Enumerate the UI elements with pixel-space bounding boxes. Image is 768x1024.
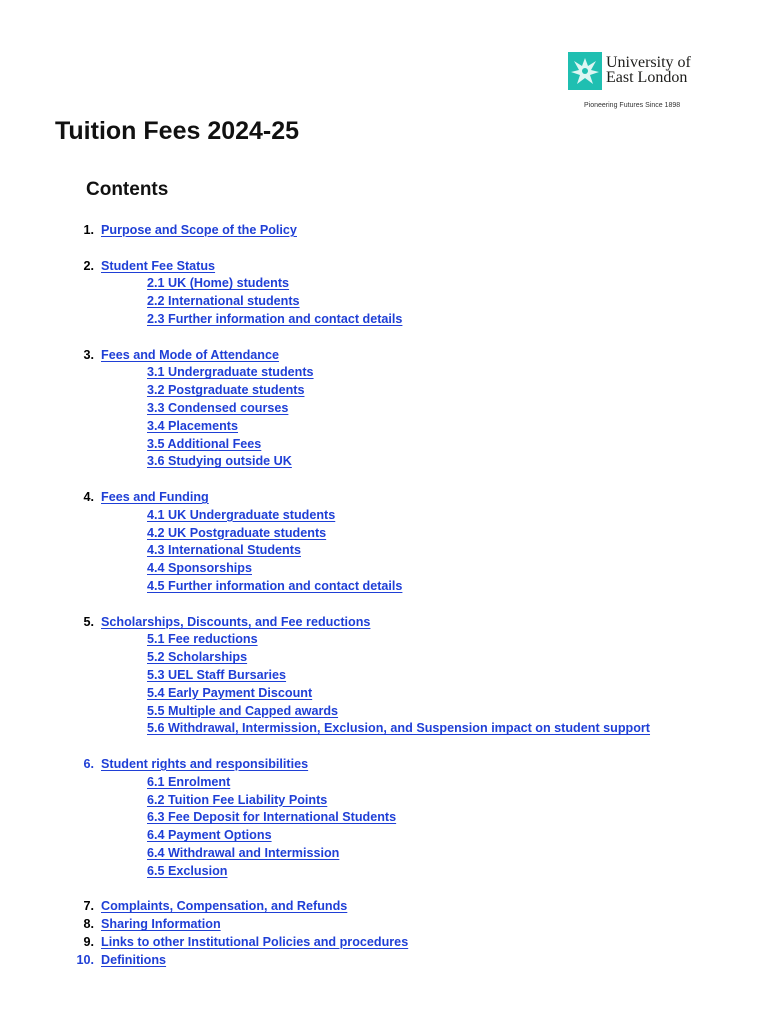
- toc-sublink-3-1[interactable]: 3.1 Undergraduate students: [147, 365, 314, 380]
- toc-item-4: [0, 488, 768, 506]
- toc-subitem: [0, 648, 768, 666]
- toc-sublink-5-4[interactable]: 5.4 Early Payment Discount: [147, 685, 313, 700]
- toc-sublink-6-5[interactable]: 6.4 Withdrawal and Intermission: [147, 846, 340, 860]
- toc-sublink-5-6[interactable]: 5.6 Withdrawal, Intermission, Exclusion, and Suspension impact on student support: [147, 721, 651, 736]
- toc-item-number: 2.: [83, 258, 94, 273]
- toc-item-number: 8.: [83, 917, 94, 932]
- toc-subitem: [0, 310, 768, 328]
- toc-item-5: [0, 613, 768, 631]
- toc-item-1: [0, 221, 768, 239]
- toc-sublink-4-3[interactable]: 4.3 International Students: [147, 543, 301, 558]
- toc-sublink-4-2[interactable]: 4.2 UK Postgraduate students: [147, 525, 327, 540]
- toc-sublink-5-1[interactable]: 5.1 Fee reductions: [147, 632, 258, 647]
- toc-link-7[interactable]: Complaints, Compensation, and Refunds: [101, 899, 348, 914]
- toc-subitem: [0, 862, 768, 880]
- logo-name-line1: University of: [606, 54, 691, 71]
- toc-subitem: [0, 826, 768, 844]
- toc-sublink-5-3[interactable]: 5.3 UEL Staff Bursaries: [147, 668, 287, 682]
- toc-subitem: [0, 577, 768, 595]
- toc-link-8[interactable]: Sharing Information: [101, 917, 221, 932]
- toc-sublink-6-1[interactable]: 6.1 Enrolment: [147, 774, 231, 789]
- toc-item-number: 3.: [83, 347, 94, 362]
- toc-subitem: [0, 773, 768, 791]
- toc-link-2[interactable]: Student Fee Status: [101, 258, 216, 273]
- toc-link-9[interactable]: Links to other Institutional Policies and procedures: [101, 935, 409, 949]
- toc-subitem: [0, 630, 768, 648]
- toc-sublink-3-2[interactable]: 3.2 Postgraduate students: [147, 383, 305, 398]
- toc-item-10: [0, 951, 768, 969]
- toc-sublink-3-6[interactable]: 3.6 Studying outside UK: [147, 454, 292, 469]
- toc-subitem: [0, 702, 768, 720]
- toc-sublink-6-2[interactable]: 6.2 Tuition Fee Liability Points: [147, 792, 328, 807]
- toc-item-8: [0, 915, 768, 933]
- toc-sublink-4-4[interactable]: 4.4 Sponsorships: [147, 561, 252, 576]
- toc-item-number: 9.: [83, 935, 94, 949]
- logo-name-line2: East London: [606, 69, 688, 86]
- toc-subitem: [0, 666, 768, 684]
- toc-link-6[interactable]: Student rights and responsibilities: [101, 757, 309, 771]
- toc-subitem: [0, 381, 768, 399]
- toc-subitem: [0, 292, 768, 310]
- toc-sublink-4-5[interactable]: 4.5 Further information and contact details: [147, 579, 403, 593]
- toc-item-6: [0, 755, 768, 773]
- toc-item-7: [0, 897, 768, 915]
- toc-item-number: 6.: [83, 757, 94, 771]
- toc-subitem: [0, 719, 768, 737]
- toc-subitem: [0, 435, 768, 453]
- toc-item-number: 10.: [76, 952, 94, 967]
- toc-link-1[interactable]: Purpose and Scope of the Policy: [101, 223, 297, 237]
- toc-item-number: 7.: [83, 899, 94, 914]
- toc-item-2: [0, 257, 768, 275]
- page-title: Tuition Fees 2024-25: [55, 117, 300, 145]
- toc-sublink-4-1[interactable]: 4.1 UK Undergraduate students: [147, 507, 336, 522]
- toc-sublink-5-2[interactable]: 5.2 Scholarships: [147, 650, 248, 665]
- toc-sublink-3-3[interactable]: 3.3 Condensed courses: [147, 401, 289, 415]
- toc-item-number: 5.: [83, 614, 94, 629]
- toc-subitem: [0, 524, 768, 542]
- toc-subitem: [0, 791, 768, 809]
- logo-tagline: Pioneering Futures Since 1898: [584, 102, 681, 109]
- toc-subitem: [0, 399, 768, 417]
- toc-sublink-2-3[interactable]: 2.3 Further information and contact details: [147, 312, 403, 326]
- toc-item-number: 1.: [83, 223, 94, 237]
- toc-subitem: [0, 452, 768, 470]
- toc-sublink-6-4[interactable]: 6.4 Payment Options: [147, 828, 272, 843]
- toc-item-number: 4.: [83, 490, 94, 504]
- toc-link-5[interactable]: Scholarships, Discounts, and Fee reductions: [101, 614, 371, 629]
- toc-sublink-3-4[interactable]: 3.4 Placements: [147, 418, 239, 433]
- toc-sublink-2-1[interactable]: 2.1 UK (Home) students: [147, 276, 290, 291]
- toc-sublink-3-5[interactable]: 3.5 Additional Fees: [147, 436, 262, 451]
- toc-sublink-2-2[interactable]: 2.2 International students: [147, 294, 300, 309]
- toc-item-9: [0, 933, 768, 951]
- contents-heading: Contents: [86, 179, 169, 200]
- toc-subitem: [0, 363, 768, 381]
- toc-subitem: [0, 506, 768, 524]
- toc-subitem: [0, 417, 768, 435]
- toc-item-3: [0, 346, 768, 364]
- toc-subitem: [0, 559, 768, 577]
- toc-subitem: [0, 684, 768, 702]
- toc-link-4[interactable]: Fees and Funding: [101, 490, 209, 504]
- toc-subitem: [0, 844, 768, 862]
- toc-subitem: [0, 541, 768, 559]
- toc-sublink-5-5[interactable]: 5.5 Multiple and Capped awards: [147, 703, 339, 718]
- toc-subitem: [0, 808, 768, 826]
- toc-sublink-6-6[interactable]: 6.5 Exclusion: [147, 863, 228, 878]
- toc-sublink-6-3[interactable]: 6.3 Fee Deposit for International Students: [147, 810, 397, 825]
- toc-subitem: [0, 274, 768, 292]
- toc-link-10[interactable]: Definitions: [101, 952, 167, 967]
- toc-link-3[interactable]: Fees and Mode of Attendance: [101, 347, 279, 362]
